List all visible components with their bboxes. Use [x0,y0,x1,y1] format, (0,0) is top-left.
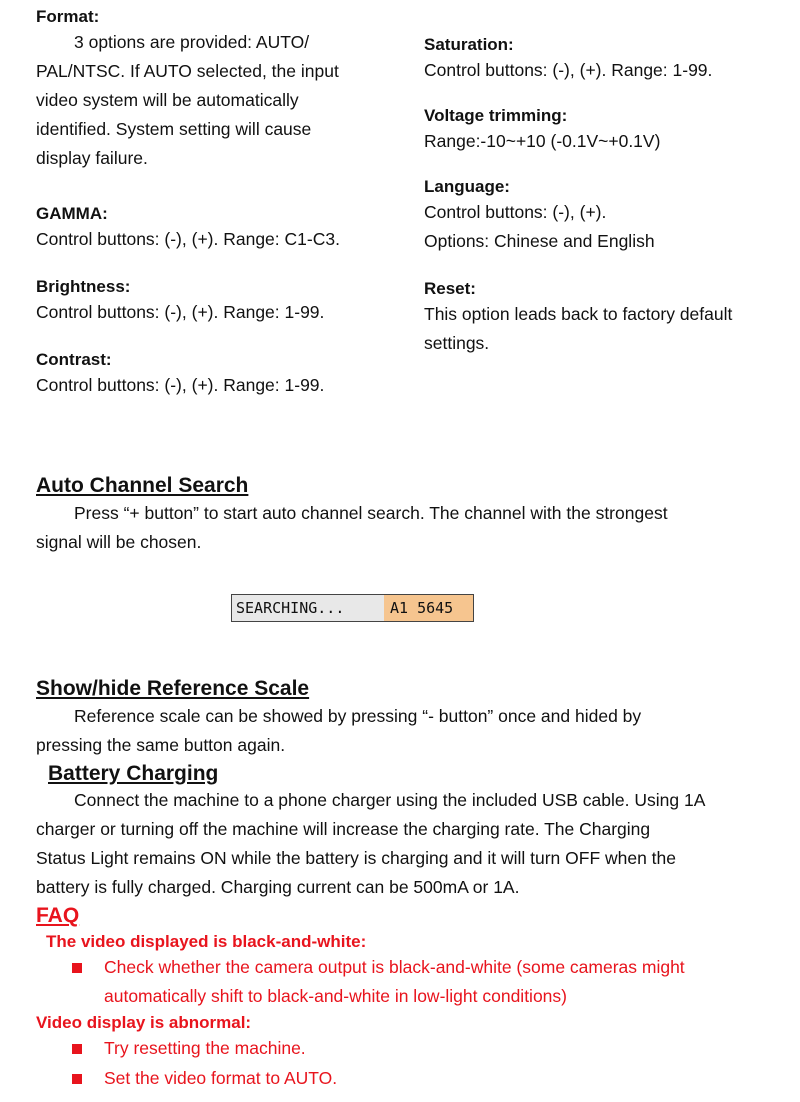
faq-answer-line: Check whether the camera output is black-and-white (some cameras might [104,957,685,977]
brightness-text: Control buttons: (-), (+). Range: 1-99. [36,302,325,322]
search-status-display [231,594,474,622]
scale-line: pressing the same button again. [36,735,286,755]
auto-search-body [36,499,786,557]
voltage-text: Range:-10~+10 (-0.1V~+0.1V) [424,131,661,151]
battery-heading: Battery Charging [48,762,219,785]
format-line: PAL/NTSC. If AUTO selected, the input [36,61,339,81]
reset-line: This option leads back to factory default [424,304,733,324]
faq-title: FAQ [36,904,80,927]
search-channel-text: A1 5645 [384,595,473,621]
format-line: identified. System setting will cause [36,119,312,139]
faq-question-1: The video displayed is black-and-white: [46,932,367,951]
language-heading: Language: [424,177,510,196]
faq-answer-line: Set the video format to AUTO. [104,1068,338,1088]
gamma-heading: GAMMA: [36,204,108,223]
language-section [424,176,794,256]
contrast-section [36,349,406,400]
right-column [424,34,794,358]
format-line: display failure. [36,148,148,168]
gamma-section [36,203,406,254]
square-bullet-icon [72,1074,82,1084]
auto-search-heading: Auto Channel Search [36,474,249,497]
saturation-text: Control buttons: (-), (+). Range: 1-99. [424,60,713,80]
faq-question-2: Video display is abnormal: [36,1013,252,1032]
search-status-text: SEARCHING... [232,595,384,621]
battery-line: battery is fully charged. Charging current can be 500mA or 1A. [36,877,520,897]
faq-answer-text [104,953,685,1011]
brightness-heading: Brightness: [36,277,131,296]
format-heading: Format: [36,7,100,26]
faq-answer-2a [72,1034,306,1063]
square-bullet-icon [72,963,82,973]
contrast-heading: Contrast: [36,350,112,369]
battery-line: Status Light remains ON while the battery is charging and it will turn OFF when the [36,848,677,868]
battery-body [36,786,786,902]
battery-line: charger or turning off the machine will increase the charging rate. The Charging [36,819,651,839]
saturation-section [424,34,794,85]
language-line: Control buttons: (-), (+). [424,202,607,222]
voltage-heading: Voltage trimming: [424,106,568,125]
auto-search-line: Press “+ button” to start auto channel search. The channel with the strongest [74,503,668,523]
scale-heading: Show/hide Reference Scale [36,677,310,700]
battery-line: Connect the machine to a phone charger using the included USB cable. Using 1A [74,790,706,810]
format-line: video system will be automatically [36,90,299,110]
faq-answer-1 [72,953,685,1011]
contrast-text: Control buttons: (-), (+). Range: 1-99. [36,375,325,395]
reset-heading: Reset: [424,279,476,298]
voltage-section [424,105,794,156]
gamma-text: Control buttons: (-), (+). Range: C1-C3. [36,229,340,249]
faq-answer-2b [72,1064,337,1093]
faq-answer-line: automatically shift to black-and-white in low-light conditions) [104,986,567,1006]
scale-body [36,702,786,760]
saturation-heading: Saturation: [424,35,514,54]
format-section [36,6,406,173]
auto-search-line: signal will be chosen. [36,532,202,552]
language-line: Options: Chinese and English [424,231,655,251]
faq-answer-line: Try resetting the machine. [104,1038,306,1058]
brightness-section [36,276,406,327]
format-line: 3 options are provided: AUTO/ [74,32,310,52]
reset-line: settings. [424,333,490,353]
scale-line: Reference scale can be showed by pressing “- button” once and hided by [74,706,642,726]
reset-section [424,278,794,358]
left-column [36,6,406,400]
square-bullet-icon [72,1044,82,1054]
